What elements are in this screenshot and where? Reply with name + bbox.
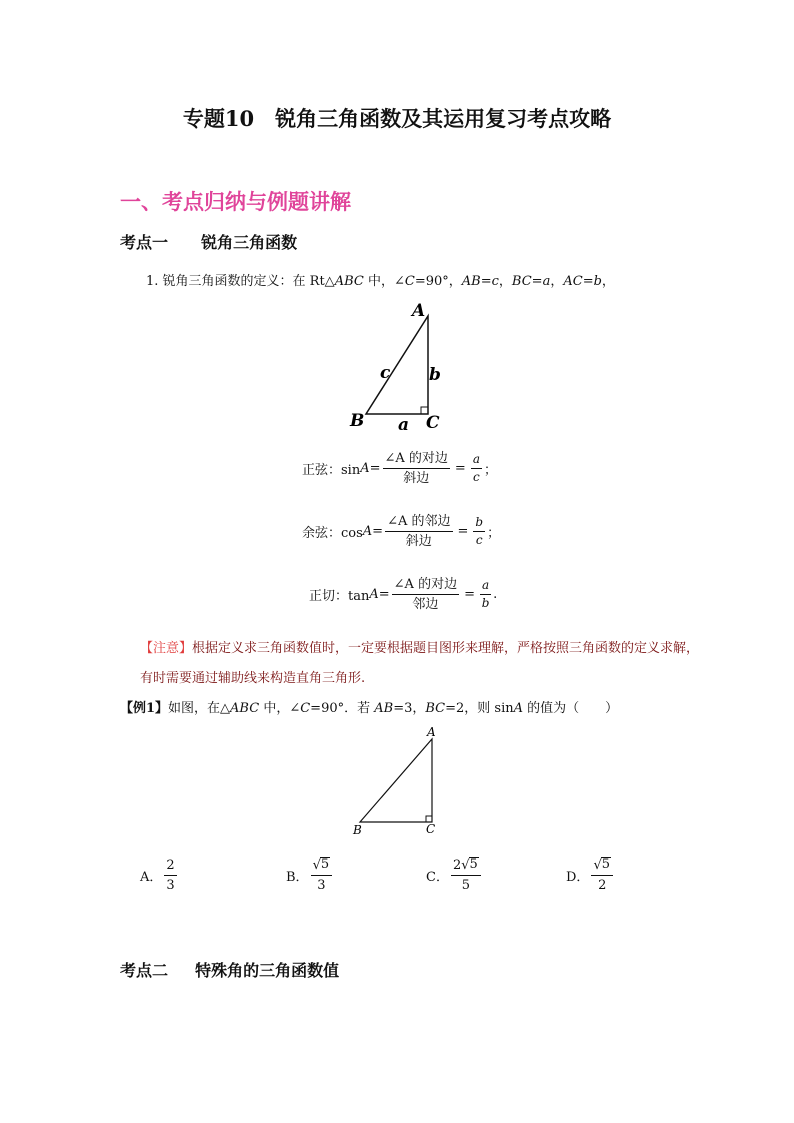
sqrt-symbol: √ 5 — [461, 857, 478, 873]
option-a[interactable]: A． $\frac{2}{3}$ — [140, 858, 175, 893]
option-b[interactable]: B． √ 5 3 — [286, 857, 334, 894]
vertex-C-1: C — [426, 413, 440, 433]
side-b-label: b — [429, 365, 441, 385]
kaodian-1-heading — [120, 230, 297, 253]
option-c[interactable]: C． 2√ 5 5 — [426, 857, 483, 894]
sqrt-symbol: √ 5 — [593, 857, 611, 873]
triangle-2-shape — [360, 739, 432, 822]
vertex-A-1: A — [412, 301, 426, 321]
kaodian-1-name: 锐角三角函数 — [201, 233, 298, 252]
note-text: 根据定义求三角函数值时，一定要根据题目图形来理解，严格按照三角函数的定义求解，有时需要通过辅助线来构造直角三角形. — [140, 641, 700, 686]
note-tag: 【注意】 — [140, 641, 193, 656]
cosine-formula: 余弦：cos A = $\frac{\text{∠A 的邻边}}{\text{斜边}}$ = $\frac{b}{c}$ ； — [302, 514, 501, 549]
page-title: 专题10 锐角三角函数及其运用复习考点攻略 — [182, 106, 612, 131]
example-1-question: 【例1】如图，在△ABC 中，∠C=90°．若 AB=3，BC=2，则 sinA 的值为（ ） — [120, 701, 619, 716]
tangent-formula: 正切：tan A = $\frac{\text{∠A 的对边}}{\text{邻边}}$ = $\frac{a}{b}$ . — [309, 577, 498, 612]
section-heading: 一、考点归纳与例题讲解 — [120, 190, 351, 214]
kaodian-2-label: 考点二 — [120, 961, 169, 980]
option-d[interactable]: D． √ 5 2 — [566, 857, 615, 894]
vertex-B-1: B — [350, 411, 365, 431]
triangle-1-shape — [366, 316, 428, 414]
vertex-A-2: A — [427, 725, 436, 739]
side-c-label: c — [380, 363, 391, 383]
sine-formula: 正弦：sin A = $\frac{\text{∠A 的对边}}{\text{斜边}}$ = $\frac{a}{c}$ ； — [302, 451, 497, 486]
kaodian-2-name: 特殊角的三角函数值 — [195, 961, 340, 980]
kaodian-1-label: 考点一 — [120, 233, 169, 252]
note-paragraph — [140, 634, 700, 694]
side-a-label: a — [398, 415, 410, 435]
sqrt-symbol: √ 5 — [312, 857, 330, 873]
right-triangle-diagram-2 — [345, 722, 455, 840]
kaodian-2-heading — [120, 958, 339, 981]
vertex-B-2: B — [353, 823, 362, 837]
definition-line: 1. 锐角三角函数的定义：在 Rt△ABC 中，∠C=90°，AB=c，BC=a，AC=b， — [146, 274, 615, 289]
right-triangle-diagram-1 — [340, 296, 460, 436]
vertex-C-2: C — [426, 822, 436, 836]
